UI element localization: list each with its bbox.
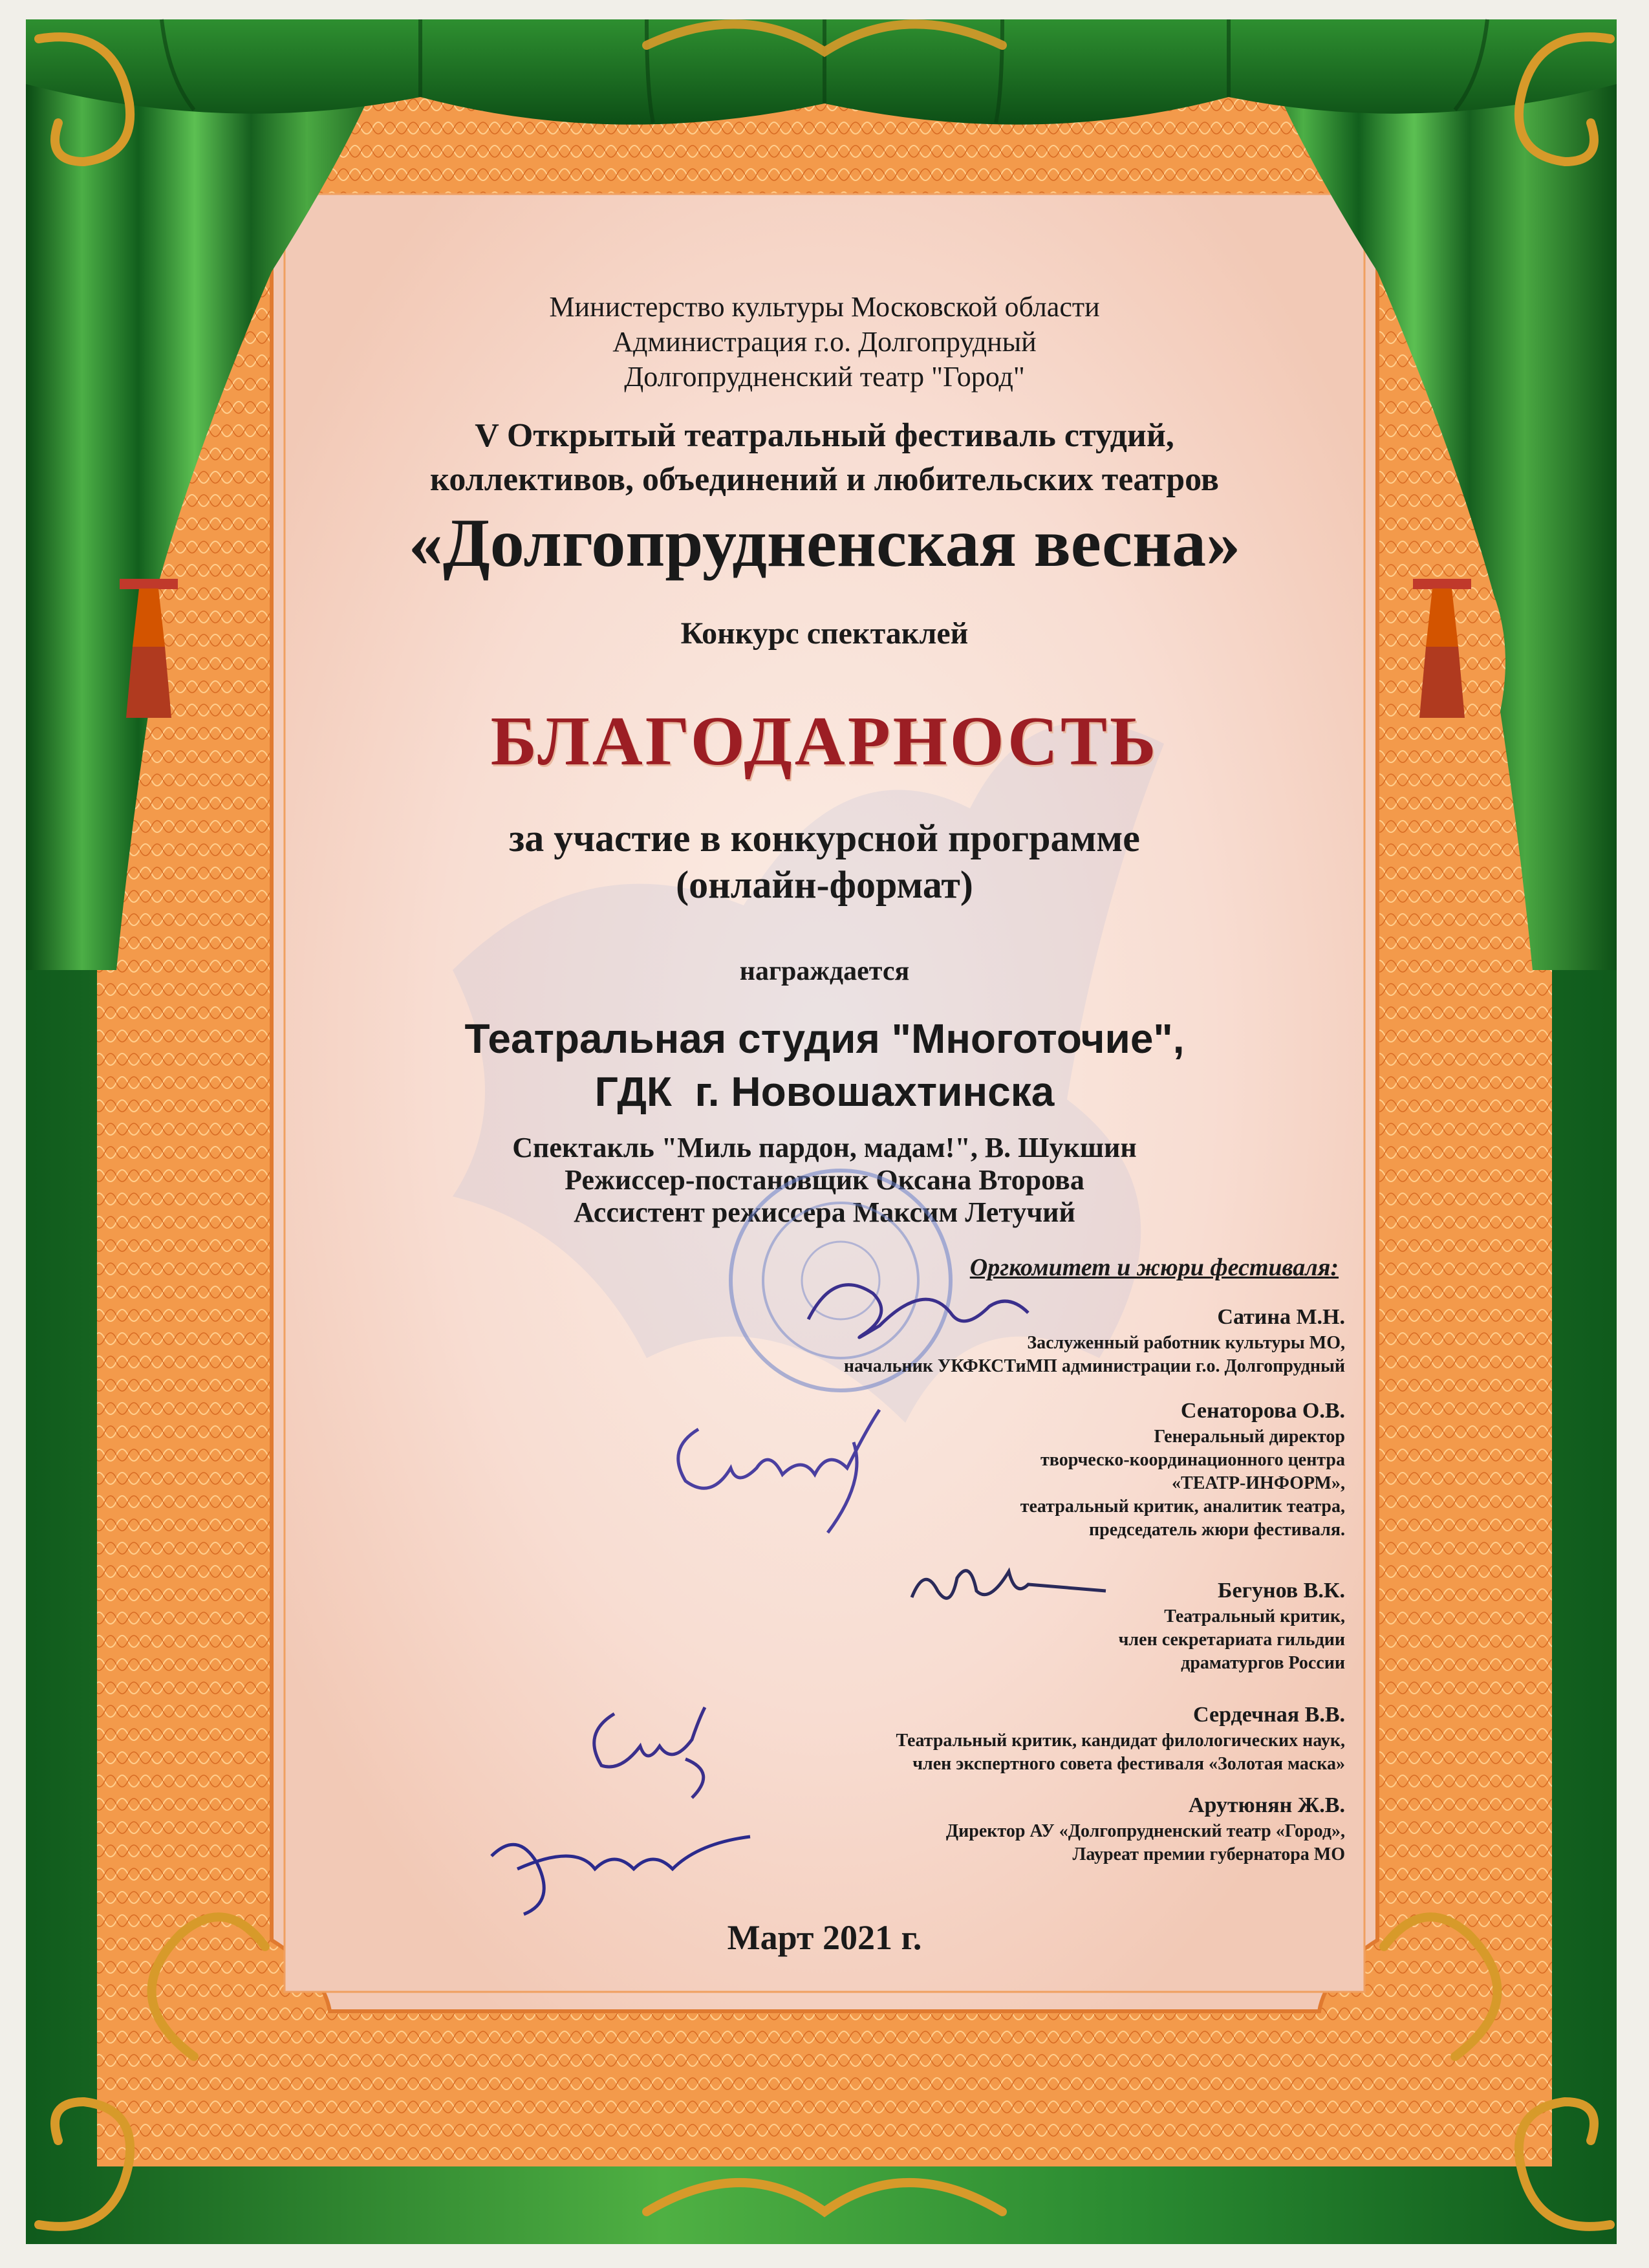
- recipient-line-2: ГДК г. Новошахтинска: [594, 1068, 1055, 1115]
- jury-member-name: Арутюнян Ж.В.: [1188, 1793, 1345, 1817]
- jury-member-role: начальник УКФКСТиМП администрации г.о. Долгопрудный: [843, 1356, 1345, 1376]
- festival-line-2: коллективов, объединений и любительских театров: [430, 461, 1219, 498]
- jury-member-name: Сенаторова О.В.: [1180, 1399, 1345, 1423]
- jury-member-role: театральный критик, аналитик театра,: [1020, 1496, 1345, 1517]
- jury-member-role: Директор АУ «Долгопрудненский театр «Город»,: [945, 1821, 1345, 1841]
- jury-member-name: Сатина М.Н.: [1217, 1305, 1345, 1329]
- festival-name: «Долгопрудненская весна»: [408, 505, 1241, 581]
- issue-date: Март 2021 г.: [727, 1918, 922, 1957]
- jury-member-role: творческо-координационного центра: [1040, 1450, 1345, 1470]
- signature-serdechnaya: [569, 1694, 737, 1804]
- festival-description: [259, 414, 1390, 502]
- jury-member-role: драматургов России: [1181, 1653, 1345, 1673]
- jury-member-role: «ТЕАТР-ИНФОРМ»,: [1172, 1473, 1345, 1493]
- award-reason-line-2: (онлайн-формат): [676, 863, 973, 906]
- jury-member-name: Сердечная В.В.: [1193, 1703, 1345, 1727]
- jury-member-role: Театральный критик,: [1164, 1606, 1345, 1626]
- jury-member-role: Генеральный директор: [1154, 1427, 1345, 1447]
- play-title: Спектакль "Миль пардон, мадам!", В. Шукшин: [512, 1132, 1137, 1163]
- award-title: БЛАГОДАРНОСТЬ: [490, 703, 1159, 780]
- play-assistant: Ассистент режиссера Максим Летучий: [574, 1196, 1075, 1228]
- ministry-line: Министерство культуры Московской области: [549, 291, 1100, 323]
- jury-member-role: Лауреат премии губернатора МО: [1072, 1844, 1345, 1864]
- signature-satina: [795, 1242, 1041, 1371]
- contest-label: Конкурс спектаклей: [680, 616, 969, 651]
- awarded-label: награждается: [739, 956, 910, 986]
- award-reason: [259, 815, 1390, 908]
- festival-line-1: V Открытый театральный фестиваль студий,: [475, 417, 1174, 454]
- jury-member-role: Театральный критик, кандидат филологических наук,: [896, 1731, 1345, 1751]
- award-reason-line-1: за участие в конкурсной программе: [509, 817, 1140, 859]
- signature-senatorova: [660, 1390, 931, 1539]
- signature-begunov: [899, 1546, 1112, 1630]
- theatre-line: Долгопрудненский театр "Город": [624, 361, 1025, 393]
- jury-heading: Оргкомитет и жюри фестиваля:: [969, 1254, 1339, 1281]
- signature-arutyunyan: [479, 1804, 763, 1927]
- administration-line: Администрация г.о. Долгопрудный: [612, 326, 1037, 358]
- jury-member-role: член секретариата гильдии: [1118, 1630, 1345, 1650]
- jury-member-role: Заслуженный работник культуры МО,: [1027, 1333, 1345, 1353]
- recipient: [194, 1012, 1455, 1118]
- jury-member-role: председатель жюри фестиваля.: [1089, 1520, 1345, 1540]
- issuing-organizations: [388, 290, 1261, 394]
- play-director: Режиссер-постановщик Оксана Второва: [565, 1164, 1084, 1196]
- jury-member: [634, 1701, 1345, 1776]
- recipient-line-1: Театральная студия "Многоточие",: [464, 1015, 1185, 1062]
- jury-member-role: член экспертного совета фестиваля «Золотая маска»: [912, 1754, 1345, 1774]
- jury-member-name: Бегунов В.К.: [1218, 1579, 1345, 1603]
